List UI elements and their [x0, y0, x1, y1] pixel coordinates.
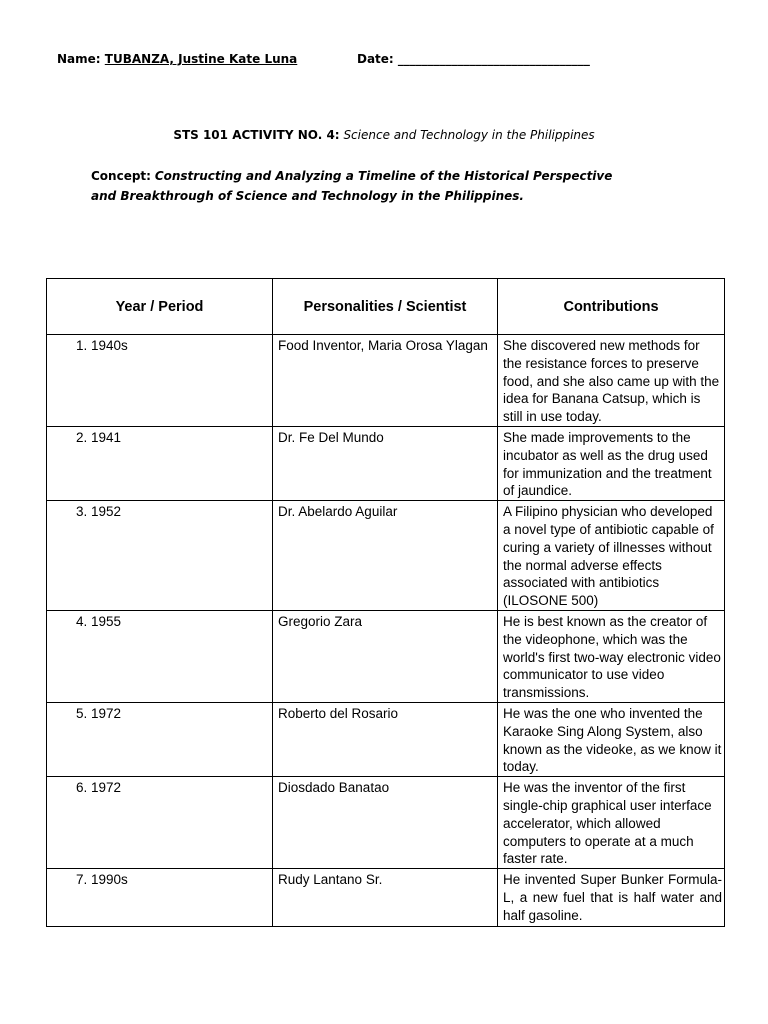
activity-title — [0, 128, 768, 142]
concept-label: Concept: — [91, 169, 151, 183]
activity-subject: Science and Technology in the Philippines — [343, 128, 595, 142]
timeline-table — [46, 278, 725, 927]
contribution-cell: She made improvements to the incubator as well as the drug used for immunization and the treatment of jaundice. — [498, 426, 725, 500]
contribution-cell: He is best known as the creator of the videophone, which was the world's first two-way electronic video communicator to use video transmissions. — [498, 610, 725, 702]
year-cell: 4. 1955 — [47, 610, 273, 702]
date-blank: ________________________________ — [397, 52, 590, 66]
header-year-period: Year / Period — [47, 279, 273, 335]
table-row — [47, 610, 725, 702]
student-name: TUBANZA, Justine Kate Luna — [104, 52, 298, 66]
year-cell: 5. 1972 — [47, 702, 273, 776]
table-row — [47, 501, 725, 611]
table-header-row — [47, 279, 725, 335]
table-row — [47, 426, 725, 500]
table-row — [47, 335, 725, 427]
name-line — [57, 52, 297, 66]
contribution-cell: He was the one who invented the Karaoke Sing Along System, also known as the videoke, as we know it today. — [498, 702, 725, 776]
activity-label: STS 101 ACTIVITY NO. 4: — [173, 128, 340, 142]
person-cell: Food Inventor, Maria Orosa Ylagan — [273, 335, 498, 427]
contribution-cell: A Filipino physician who developed a novel type of antibiotic capable of curing a variety of illnesses without the normal adverse effects associated with antibiotics (ILOSONE 500) — [498, 501, 725, 611]
contribution-cell: He invented Super Bunker Formula-L, a new fuel that is half water and half gasoline. — [498, 869, 725, 927]
year-cell: 2. 1941 — [47, 426, 273, 500]
concept-text: Constructing and Analyzing a Timeline of the Historical Perspective and Breakthrough of Science and Technology in the Philippines. — [91, 169, 613, 203]
concept — [91, 166, 631, 206]
date-label: Date: — [357, 52, 394, 66]
table-row — [47, 702, 725, 776]
year-cell: 3. 1952 — [47, 501, 273, 611]
contribution-cell: He was the inventor of the first single-chip graphical user interface accelerator, which allowed computers to operate at a much faster rate. — [498, 777, 725, 869]
person-cell: Roberto del Rosario — [273, 702, 498, 776]
person-cell: Dr. Abelardo Aguilar — [273, 501, 498, 611]
date-line — [357, 52, 590, 66]
contribution-cell: She discovered new methods for the resistance forces to preserve food, and she also came up with the idea for Banana Catsup, which is still in use today. — [498, 335, 725, 427]
person-cell: Dr. Fe Del Mundo — [273, 426, 498, 500]
year-cell: 1. 1940s — [47, 335, 273, 427]
table-row — [47, 777, 725, 869]
table-row — [47, 869, 725, 927]
header-contributions: Contributions — [498, 279, 725, 335]
person-cell: Diosdado Banatao — [273, 777, 498, 869]
person-cell: Rudy Lantano Sr. — [273, 869, 498, 927]
year-cell: 7. 1990s — [47, 869, 273, 927]
person-cell: Gregorio Zara — [273, 610, 498, 702]
year-cell: 6. 1972 — [47, 777, 273, 869]
header-personalities-scientist: Personalities / Scientist — [273, 279, 498, 335]
name-label: Name: — [57, 52, 101, 66]
